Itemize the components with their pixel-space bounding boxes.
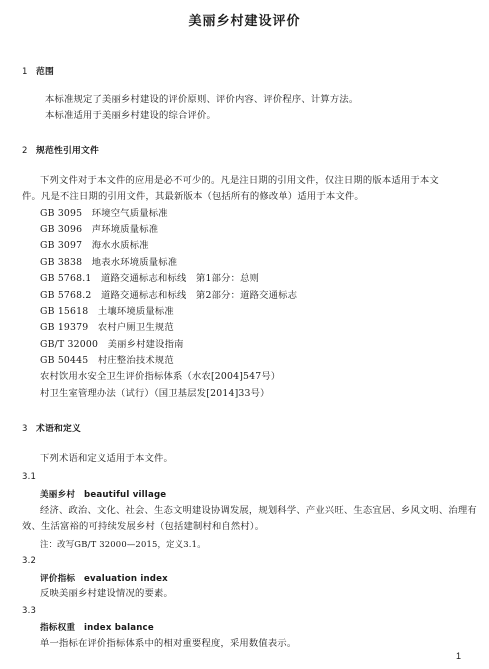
section-3-heading: 术语和定义 bbox=[36, 424, 81, 434]
reference-item bbox=[40, 306, 174, 318]
reference-item bbox=[40, 224, 158, 236]
term-3-2-title: 评价指标 evaluation index bbox=[40, 574, 168, 584]
reference-item bbox=[40, 322, 174, 334]
reference-code: GB 3838 bbox=[40, 257, 83, 268]
reference-code: GB 5768.2 bbox=[40, 290, 92, 301]
reference-name: 道路交通标志和标线 第2部分：道路交通标志 bbox=[101, 290, 298, 301]
reference-item bbox=[40, 257, 177, 269]
term-3-1-title: 美丽乡村 beautiful village bbox=[40, 490, 167, 500]
reference-code: GB 3096 bbox=[40, 224, 83, 235]
section-2-intro-1: 下列文件对于本文件的应用是必不可少的。凡是注日期的引用文件，仅注日期的版本适用于本文 bbox=[40, 175, 439, 186]
term-3-1-definition-2: 效、生活富裕的可持续发展乡村（包括建制村和自然村）。 bbox=[22, 521, 265, 532]
reference-item bbox=[40, 208, 168, 220]
section-2-number: 2 bbox=[22, 146, 28, 156]
reference-extra: 农村饮用水安全卫生评价指标体系（水农[2004]547号） bbox=[40, 371, 281, 382]
reference-name: 农村户厕卫生规范 bbox=[97, 322, 174, 333]
term-3-3-number: 3.3 bbox=[22, 606, 37, 616]
reference-item bbox=[40, 273, 259, 285]
section-3-intro: 下列术语和定义适用于本文件。 bbox=[40, 453, 173, 464]
reference-code: GB 3097 bbox=[40, 240, 83, 251]
term-3-2-definition: 反映美丽乡村建设情况的要素。 bbox=[40, 588, 173, 599]
reference-name: 土壤环境质量标准 bbox=[97, 306, 174, 317]
document-title: 美丽乡村建设评价 bbox=[188, 14, 301, 29]
reference-name: 海水水质标准 bbox=[91, 240, 149, 251]
term-3-2-number: 3.2 bbox=[22, 556, 37, 566]
reference-code: GB 3095 bbox=[40, 208, 83, 219]
reference-item bbox=[40, 240, 149, 252]
reference-name: 美丽乡村建设指南 bbox=[107, 339, 184, 350]
reference-code: GB 5768.1 bbox=[40, 273, 92, 284]
term-3-1-note: 注：改写GB/T 32000—2015，定义3.1。 bbox=[40, 539, 206, 549]
section-1-para-1: 本标准规定了美丽乡村建设的评价原则、评价内容、评价程序、计算方法。 bbox=[45, 94, 359, 105]
term-3-3-title: 指标权重 index balance bbox=[40, 623, 154, 633]
reference-code: GB 19379 bbox=[40, 322, 89, 333]
reference-item bbox=[40, 339, 184, 351]
term-3-1-number: 3.1 bbox=[22, 472, 37, 482]
section-2-intro-2: 件。凡是不注日期的引用文件，其最新版本（包括所有的修改单）适用于本文件。 bbox=[22, 191, 364, 202]
reference-extra: 村卫生室管理办法（试行）（国卫基层发[2014]33号） bbox=[40, 388, 270, 399]
term-3-3-definition: 单一指标在评价指标体系中的相对重要程度，采用数值表示。 bbox=[40, 638, 297, 649]
section-2-heading: 规范性引用文件 bbox=[36, 146, 99, 156]
term-3-1-definition-1: 经济、政治、文化、社会、生态文明建设协调发展，规划科学、产业兴旺、生态宜居、乡风文明、治理有 bbox=[40, 505, 477, 516]
reference-code: GB 50445 bbox=[40, 355, 89, 366]
reference-code: GB/T 32000 bbox=[40, 339, 99, 350]
reference-name: 环境空气质量标准 bbox=[91, 208, 168, 219]
reference-item bbox=[40, 355, 174, 367]
section-1-para-2: 本标准适用于美丽乡村建设的综合评价。 bbox=[45, 110, 216, 121]
section-3-number: 3 bbox=[22, 424, 28, 434]
section-1-number: 1 bbox=[22, 67, 28, 77]
reference-code: GB 15618 bbox=[40, 306, 89, 317]
section-1-heading: 范围 bbox=[36, 67, 54, 77]
reference-name: 地表水环境质量标准 bbox=[91, 257, 178, 268]
reference-name: 道路交通标志和标线 第1部分：总则 bbox=[101, 273, 260, 284]
page-number: 1 bbox=[456, 651, 462, 661]
reference-name: 村庄整治技术规范 bbox=[97, 355, 174, 366]
reference-name: 声环境质量标准 bbox=[91, 224, 159, 235]
reference-item bbox=[40, 290, 297, 302]
